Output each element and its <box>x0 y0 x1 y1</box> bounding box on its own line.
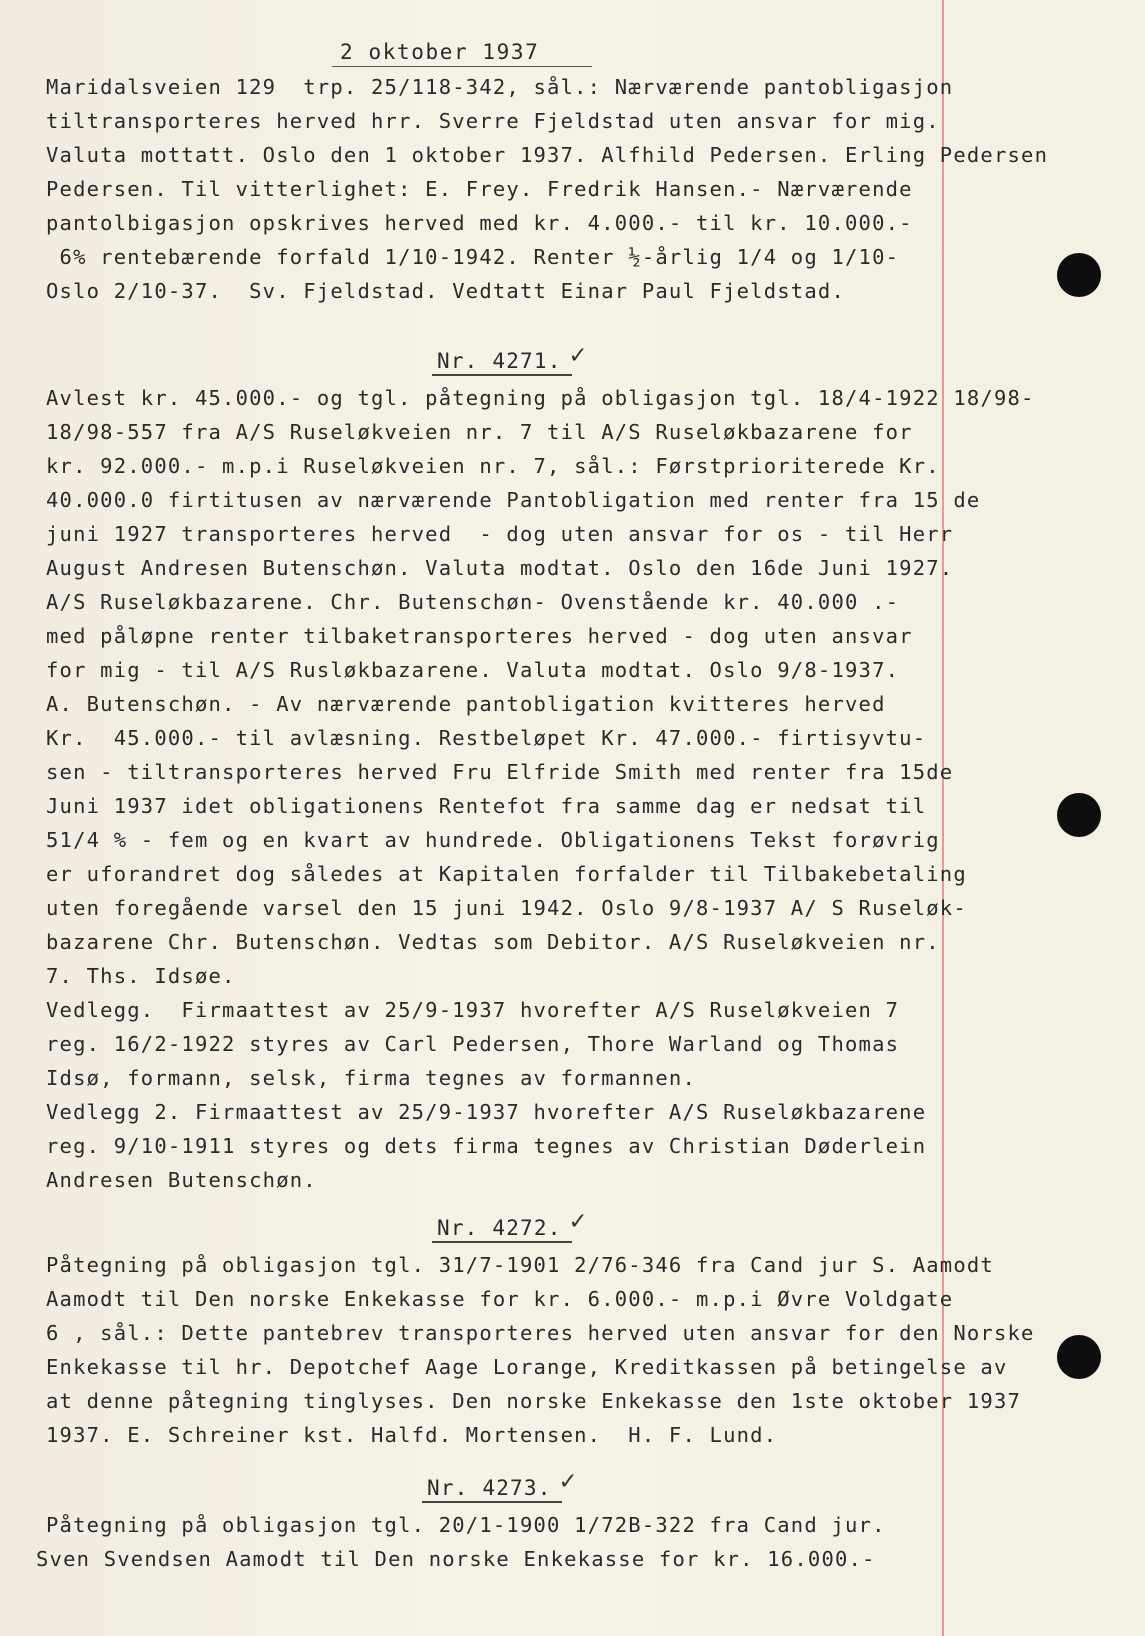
number-underline <box>422 1501 562 1503</box>
text-line: Andresen Butenschøn. <box>46 1168 317 1192</box>
text-line: at denne påtegning tinglyses. Den norske Enkekasse den 1ste oktober 1937 <box>46 1389 1022 1413</box>
text-line: Sven Svendsen Aamodt til Den norske Enkekasse for kr. 16.000.- <box>36 1547 876 1571</box>
text-line: pantolbigasjon opskrives herved med kr. 4.000.- til kr. 10.000.- <box>46 211 913 235</box>
text-line: er uforandret dog således at Kapitalen forfalder til Tilbakebetaling <box>46 862 967 886</box>
text-line: tiltransporteres herved hrr. Sverre Fjeldstad uten ansvar for mig. <box>46 109 940 133</box>
text-line: 51/4 % - fem og en kvart av hundrede. Obligationens Tekst forøvrig <box>46 828 940 852</box>
text-line: Enkekasse til hr. Depotchef Aage Lorange, Kreditkassen på betingelse av <box>46 1355 1008 1379</box>
text-line: Påtegning på obligasjon tgl. 31/7-1901 2/76-346 fra Cand jur S. Aamodt <box>46 1253 994 1277</box>
check-mark-icon: ✓ <box>570 1206 586 1236</box>
text-line: Oslo 2/10-37. Sv. Fjeldstad. Vedtatt Einar Paul Fjeldstad. <box>46 279 845 303</box>
text-line: A/S Ruseløkbazarene. Chr. Butenschøn- Ovenstående kr. 40.000 .- <box>46 590 900 614</box>
punch-hole <box>1057 253 1101 297</box>
text-line: 18/98-557 fra A/S Ruseløkveien nr. 7 til A/S Ruseløkbazarene for <box>46 420 913 444</box>
text-line: reg. 9/10-1911 styres og dets firma tegnes av Christian Døderlein <box>46 1134 927 1158</box>
entry-number: Nr. 4272. <box>437 1216 562 1240</box>
entry-number: Nr. 4273. <box>427 1476 552 1500</box>
text-line: Aamodt til Den norske Enkekasse for kr. 6.000.- m.p.i Øvre Voldgate <box>46 1287 954 1311</box>
text-line: Idsø, formann, selsk, firma tegnes av formannen. <box>46 1066 697 1090</box>
text-line: Påtegning på obligasjon tgl. 20/1-1900 1/72B-322 fra Cand jur. <box>46 1513 886 1537</box>
text-line: Pedersen. Til vitterlighet: E. Frey. Fredrik Hansen.- Nærværende <box>46 177 913 201</box>
text-line: Vedlegg. Firmaattest av 25/9-1937 hvorefter A/S Ruseløkveien 7 <box>46 998 900 1022</box>
text-line: Vedlegg 2. Firmaattest av 25/9-1937 hvorefter A/S Ruseløkbazarene <box>46 1100 927 1124</box>
text-line: Kr. 45.000.- til avlæsning. Restbeløpet Kr. 47.000.- firtisyvtu- <box>46 726 927 750</box>
text-line: Maridalsveien 129 trp. 25/118-342, sål.: Nærværende pantobligasjon <box>46 75 954 99</box>
text-line: 6 , sål.: Dette pantebrev transporteres herved uten ansvar for den Norske <box>46 1321 1035 1345</box>
punch-hole <box>1057 793 1101 837</box>
header-underline <box>332 66 592 67</box>
entry-number: Nr. 4271. <box>437 349 562 373</box>
check-mark-icon: ✓ <box>560 1466 576 1496</box>
text-line: 6% rentebærende forfald 1/10-1942. Renter ½-årlig 1/4 og 1/10- <box>46 245 900 269</box>
text-line: Avlest kr. 45.000.- og tgl. påtegning på obligasjon tgl. 18/4-1922 18/98- <box>46 386 1035 410</box>
text-line: med påløpne renter tilbaketransporteres herved - dog uten ansvar <box>46 624 913 648</box>
text-line: juni 1927 transporteres herved - dog uten ansvar for os - til Herr <box>46 522 954 546</box>
text-line: reg. 16/2-1922 styres av Carl Pedersen, Thore Warland og Thomas <box>46 1032 900 1056</box>
text-line: uten foregående varsel den 15 juni 1942. Oslo 9/8-1937 A/ S Ruseløk- <box>46 896 967 920</box>
text-line: 7. Ths. Idsøe. <box>46 964 236 988</box>
text-line: for mig - til A/S Rusløkbazarene. Valuta modtat. Oslo 9/8-1937. <box>46 658 900 682</box>
date-header: 2 oktober 1937 <box>340 40 540 64</box>
text-line: 40.000.0 firtitusen av nærværende Pantobligation med renter fra 15 de <box>46 488 981 512</box>
text-line: sen - tiltransporteres herved Fru Elfride Smith med renter fra 15de <box>46 760 954 784</box>
text-line: Valuta mottatt. Oslo den 1 oktober 1937. Alfhild Pedersen. Erling Pedersen <box>46 143 1049 167</box>
text-line: Juni 1937 idet obligationens Rentefot fra samme dag er nedsat til <box>46 794 927 818</box>
text-line: kr. 92.000.- m.p.i Ruseløkveien nr. 7, sål.: Førstprioriterede Kr. <box>46 454 940 478</box>
text-line: bazarene Chr. Butenschøn. Vedtas som Debitor. A/S Ruseløkveien nr. <box>46 930 940 954</box>
number-underline <box>432 374 572 376</box>
check-mark-icon: ✓ <box>570 340 586 370</box>
text-line: August Andresen Butenschøn. Valuta modtat. Oslo den 16de Juni 1927. <box>46 556 954 580</box>
number-underline <box>432 1241 572 1243</box>
text-line: A. Butenschøn. - Av nærværende pantobligation kvitteres herved <box>46 692 886 716</box>
text-line: 1937. E. Schreiner kst. Halfd. Mortensen. H. F. Lund. <box>46 1423 778 1447</box>
punch-hole <box>1057 1335 1101 1379</box>
